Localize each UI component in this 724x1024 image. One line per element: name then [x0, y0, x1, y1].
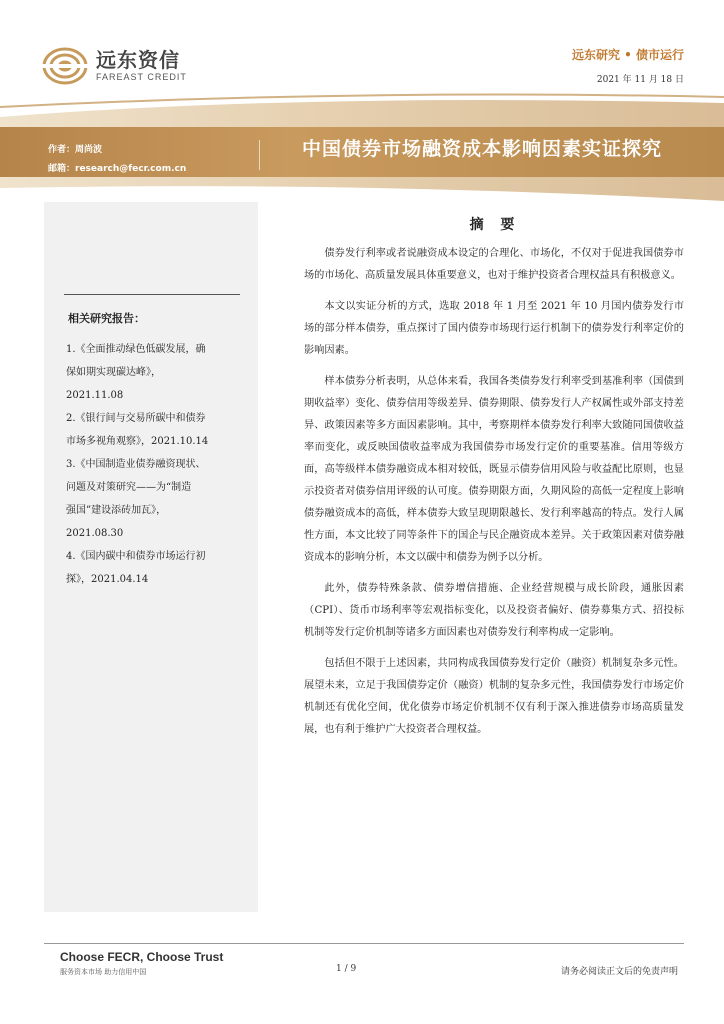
author-email: 邮箱：research@fecr.com.cn	[48, 164, 187, 174]
related-report-line: 市场多视角观察》，2021.10.14	[66, 436, 209, 447]
company-logo	[42, 44, 202, 88]
abstract-paragraph: 本文以实证分析的方式，选取 2018 年 1 月至 2021 年 10 月国内债券发行市场的部分样本债券，重点探讨了国内债券市场现行运行机制下的债券发行利率定价的影响因素。	[304, 301, 684, 356]
report-title: 中国债券市场融资成本影响因素实证探究	[301, 138, 662, 160]
logo-name-cn: 远东资信	[96, 48, 180, 72]
report-date: 2021 年 11 月 18 日	[596, 75, 684, 85]
related-report-line: 强国”建设添砖加瓦》，	[66, 505, 167, 516]
author: 作者：周尚波	[48, 145, 103, 155]
footer-rule	[44, 943, 684, 944]
abstract-paragraph: 债券发行利率或者说融资成本设定的合理化、市场化，不仅对于促进我国债券市场的市场化、高质量发展具体重要意义，也对于维护投资者合理权益具有积极意义。	[304, 248, 684, 281]
sidebar	[44, 202, 258, 912]
logo-mark-icon	[42, 46, 88, 86]
related-reports-heading: 相关研究报告：	[68, 312, 145, 325]
related-report-line: 问题及对策研究——为“制造	[66, 482, 192, 493]
related-report-line: 2.《银行间与交易所碳中和债券	[66, 413, 206, 424]
related-report-line: 4.《国内碳中和债券市场运行初	[66, 551, 206, 562]
sidebar-rule	[64, 294, 240, 295]
logo-name-en: FAREAST CREDIT	[96, 72, 187, 82]
footer-slogan: Choose FECR, Choose Trust	[60, 950, 224, 964]
related-reports-list	[66, 338, 246, 591]
footer-disclaimer: 请务必阅读正文后的免责声明	[560, 967, 678, 977]
footer-subslogan: 服务资本市场 助力信用中国	[60, 968, 147, 976]
related-report-line: 1.《全面推动绿色低碳发展，确	[66, 344, 206, 355]
related-report-line: 3.《中国制造业债券融资现状、	[66, 459, 206, 470]
abstract-paragraph: 样本债券分析表明，从总体来看，我国各类债券发行利率受到基准利率（国债到期收益率）变化、债券信用等级差异、债券期限、债券发行人产权属性或外部支持差异、政策因素等多方面因素影响。其中，考察期样本债券发行利率大致随同国债收益率而变化，或反映国债收益率成为我国债券市场发行定价的重要基准。信用等级方面，高等级样本债券融资成本相对较低，既显示债券信用风险与收益配比原则，也显示投资者对债券信用评级的认可度。债券期限方面，久期风险的高低一定程度上影响债券融资成本的高低，样本债券大致呈现期限越长、发行利率越高的特点。发行人属性方面，本文比较了同等条件下的国企与民企融资成本差异。关于政策因素对债券融资成本的影响分析，本文以碳中和债券为例予以分析。	[304, 376, 684, 563]
page-number: 1 / 9	[336, 964, 357, 974]
abstract-title: 摘 要	[469, 217, 521, 233]
abstract-paragraph: 此外，债券特殊条款、债券增信措施、企业经营规模与成长阶段，通胀因素（CPI）、货币市场利率等宏观指标变化，以及投资者偏好、债券募集方式、招投标机制等发行定价机制等诸多方面因素也对债券发行利率构成一定影响。	[304, 583, 684, 638]
abstract-paragraph: 包括但不限于上述因素，共同构成我国债券发行定价（融资）机制复杂多元性。展望未来，立足于我国债券定价（融资）机制的复杂多元性，我国债券发行市场定价机制还有优化空间，优化债券市场定价机制不仅有利于深入推进债券市场高质量发展，也有利于维护广大投资者合理权益。	[304, 658, 684, 735]
abstract-body	[304, 243, 684, 750]
related-report-line: 探》，2021.04.14	[66, 574, 149, 585]
related-report-line: 2021.11.08	[66, 390, 124, 401]
related-report-line: 保如期实现碳达峰》，	[66, 367, 161, 378]
report-series: 远东研究 • 债市运行	[571, 48, 684, 62]
related-report-line: 2021.08.30	[66, 528, 124, 539]
banner-divider	[259, 140, 260, 170]
